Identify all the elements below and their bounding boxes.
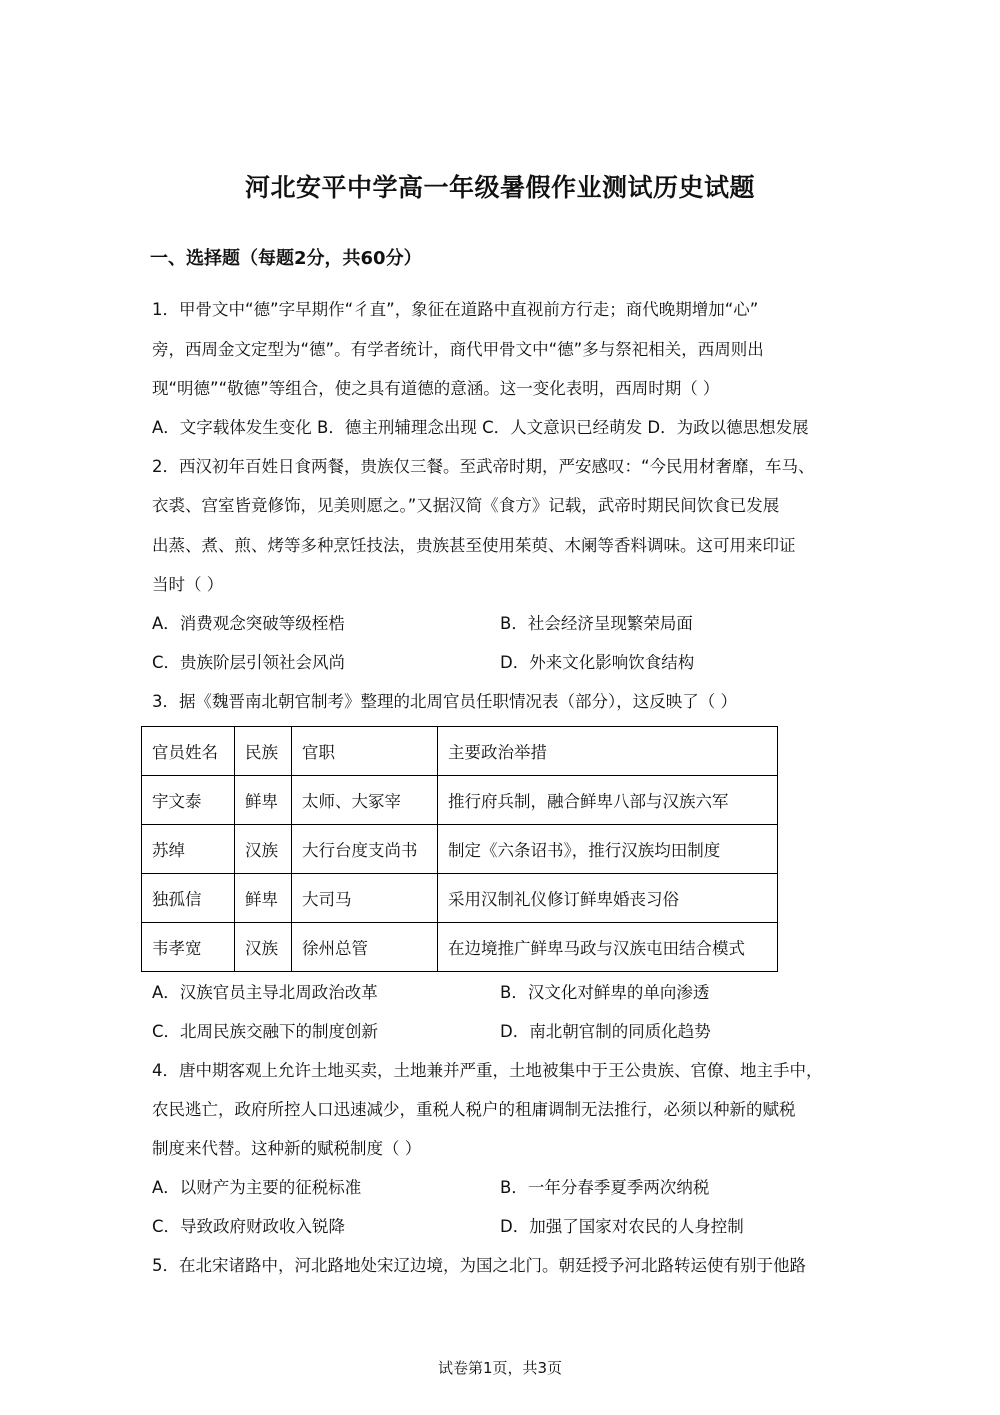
table-cell: 苏绰 — [142, 825, 235, 874]
q4-option-b: B．一年分春季夏季两次纳税 — [500, 1178, 710, 1197]
q2-line-1: 2．西汉初年百姓日食两餐，贵族仅三餐。至武帝时期，严安感叹：“今民用材奢靡，车马、 — [152, 457, 815, 476]
q4-line-1: 4．唐中期客观上允许土地买卖，土地兼并严重，土地被集中于王公贵族、官僚、地主手中， — [152, 1061, 823, 1080]
table-cell: 汉族 — [235, 825, 292, 874]
q1-line-2: 旁，西周金文定型为“德”。有学者统计，商代甲骨文中“德”多与祭祀相关，西周则出 — [152, 340, 764, 359]
table-cell: 汉族 — [235, 923, 292, 972]
table-cell: 鲜卑 — [235, 776, 292, 825]
q5-line-1: 5．在北宋诸路中，河北路地处宋辽边境，为国之北门。朝廷授予河北路转运使有别于他路 — [152, 1256, 806, 1275]
table-cell: 大司马 — [292, 874, 438, 923]
table-cell: 宇文泰 — [142, 776, 235, 825]
table-cell: 鲜卑 — [235, 874, 292, 923]
q3-stem: 3．据《魏晋南北朝官制考》整理的北周官员任职情况表（部分），这反映了（ ） — [152, 692, 737, 711]
q2-line-2: 衣裘、宫室皆竟修饰，见美则愿之。”又据汉简《食方》记载，武帝时期民间饮食已发展 — [152, 496, 780, 515]
q1-options: A．文字载体发生变化 B．德主刑辅理念出现 C．人文意识已经萌发 D．为政以德思想发展 — [152, 418, 809, 437]
table-row — [142, 874, 778, 923]
q1-line-3: 现“明德”“敬德”等组合，使之具有道德的意涵。这一变化表明，西周时期（ ） — [152, 379, 720, 398]
table-cell: 采用汉制礼仪修订鲜卑婚丧习俗 — [438, 874, 778, 923]
q2-line-4: 当时（ ） — [152, 575, 224, 594]
table-row — [142, 776, 778, 825]
q4-option-d: D．加强了国家对农民的人身控制 — [500, 1217, 744, 1236]
section-heading: 一、选择题（每题2分，共60分） — [150, 248, 422, 269]
q4-option-c: C．导致政府财政收入锐降 — [152, 1217, 346, 1236]
officials-table — [141, 726, 778, 972]
q2-option-b: B．社会经济呈现繁荣局面 — [500, 614, 693, 633]
q2-option-c: C．贵族阶层引领社会风尚 — [152, 653, 346, 672]
table-cell: 徐州总管 — [292, 923, 438, 972]
q3-option-a: A．汉族官员主导北周政治改革 — [152, 983, 378, 1002]
q3-option-b: B．汉文化对鲜卑的单向渗透 — [500, 983, 710, 1002]
table-cell: 在边境推广鲜卑马政与汉族屯田结合模式 — [438, 923, 778, 972]
table-cell: 太师、大冢宰 — [292, 776, 438, 825]
table-header-cell: 官员姓名 — [142, 727, 235, 776]
q2-option-a: A．消费观念突破等级桎梏 — [152, 614, 345, 633]
table-header-cell: 民族 — [235, 727, 292, 776]
table-header-cell: 官职 — [292, 727, 438, 776]
table-header-cell: 主要政治举措 — [438, 727, 778, 776]
table-cell: 韦孝宽 — [142, 923, 235, 972]
q3-option-c: C．北周民族交融下的制度创新 — [152, 1022, 379, 1041]
q4-line-3: 制度来代替。这种新的赋税制度（ ） — [152, 1139, 422, 1158]
q4-option-a: A．以财产为主要的征税标准 — [152, 1178, 362, 1197]
table-cell: 推行府兵制，融合鲜卑八部与汉族六军 — [438, 776, 778, 825]
table-cell: 大行台度支尚书 — [292, 825, 438, 874]
q3-option-d: D．南北朝官制的同质化趋势 — [500, 1022, 711, 1041]
q4-line-2: 农民逃亡，政府所控人口迅速减少，重税人税户的租庸调制无法推行，必须以种新的赋税 — [152, 1100, 796, 1119]
q2-line-3: 出蒸、煮、煎、烤等多种烹饪技法，贵族甚至使用茱萸、木阑等香料调味。这可用来印证 — [152, 536, 796, 555]
table-row — [142, 825, 778, 874]
table-row — [142, 923, 778, 972]
exam-title: 河北安平中学高一年级暑假作业测试历史试题 — [244, 173, 755, 202]
page-footer: 试卷第1页，共3页 — [437, 1359, 563, 1377]
table-cell: 制定《六条诏书》，推行汉族均田制度 — [438, 825, 778, 874]
table-cell: 独孤信 — [142, 874, 235, 923]
q1-line-1: 1．甲骨文中“德”字早期作“彳直”，象征在道路中直视前方行走；商代晚期增加“心” — [152, 300, 759, 319]
table-header-row — [142, 727, 778, 776]
q2-option-d: D．外来文化影响饮食结构 — [500, 653, 695, 672]
